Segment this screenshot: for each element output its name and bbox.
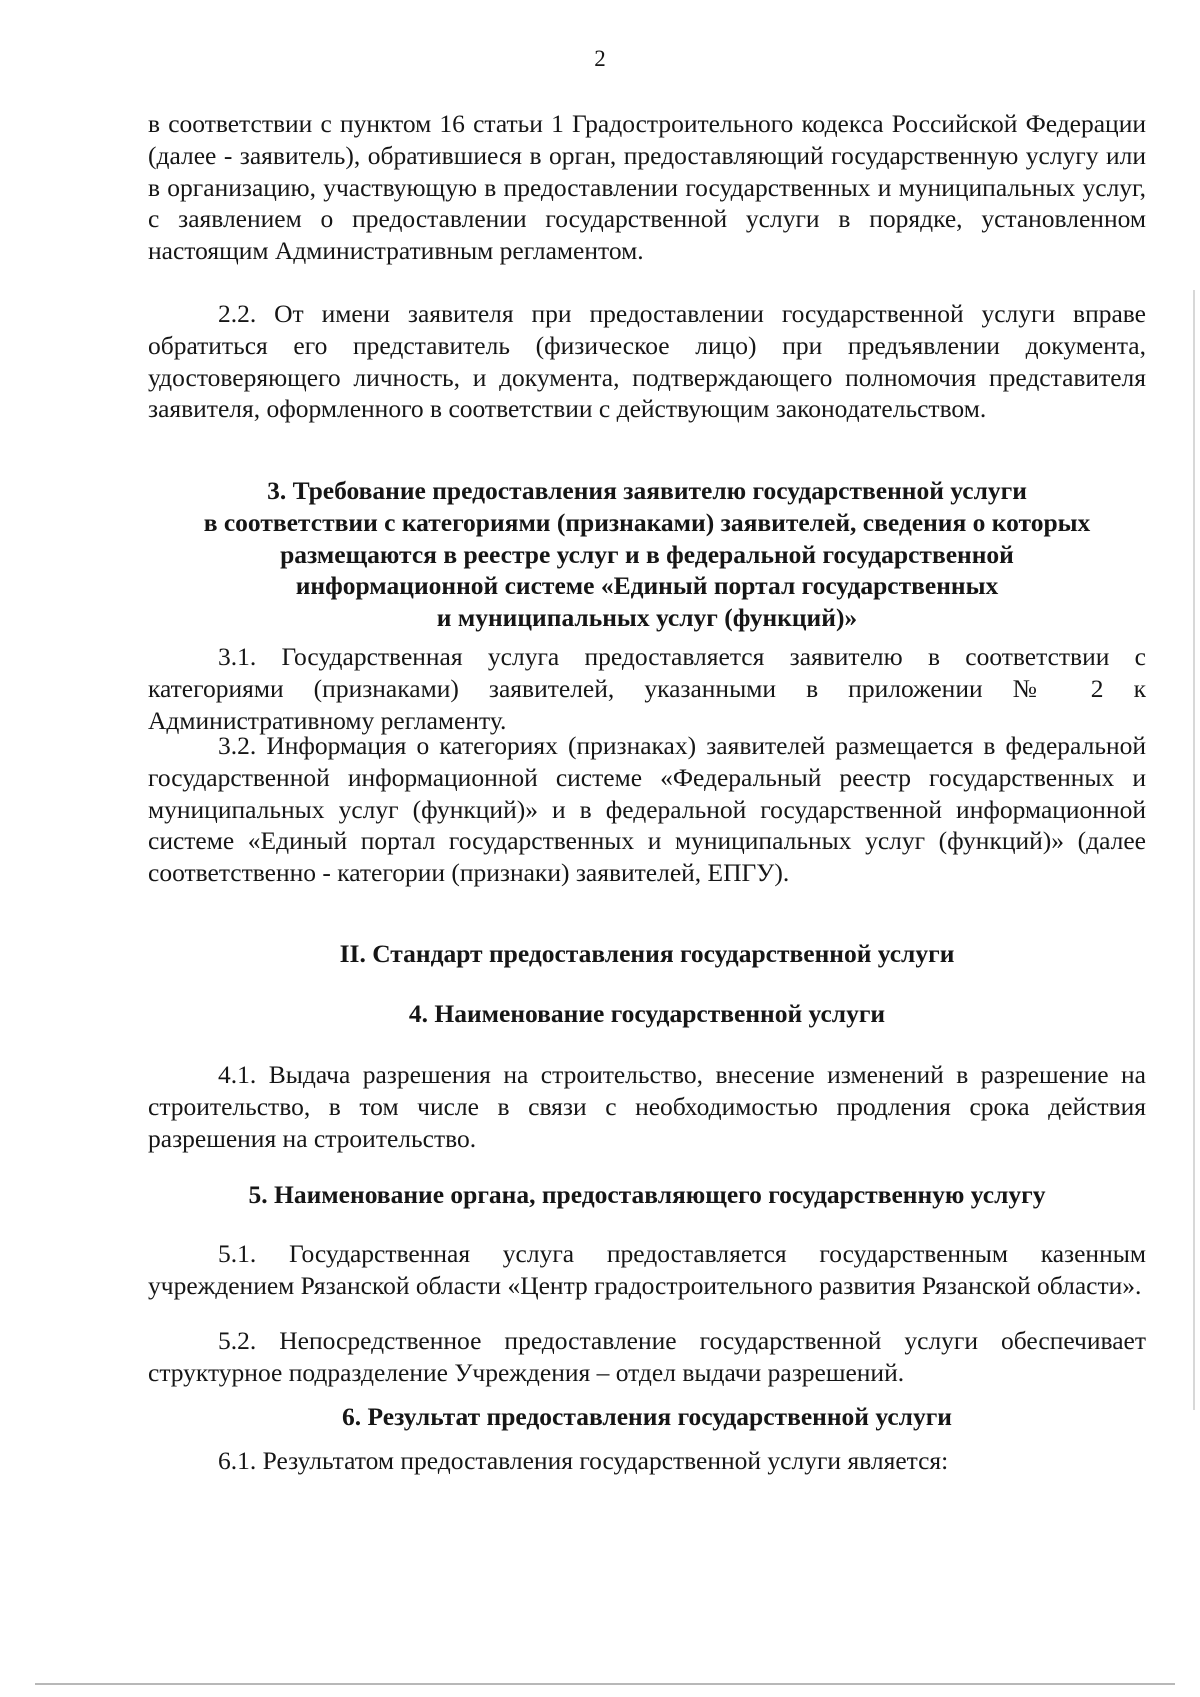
heading-section-3 — [148, 475, 1146, 634]
page-number: 2 — [594, 46, 606, 71]
heading-section-3-line-5: и муниципальных услуг (функций)» — [436, 603, 858, 633]
paragraph-2-2 — [148, 298, 1146, 425]
heading-section-5 — [148, 1179, 1146, 1211]
heading-section-3-line-2: в соответствии с категориями (признаками) заявителей, сведения о которых — [203, 507, 1091, 537]
heading-section-5-title: 5. Наименование органа, предоставляющего государственную услугу — [248, 1180, 1046, 1209]
paragraph-6-1 — [148, 1445, 1146, 1477]
paragraph-3-1-text: 3.1. Государственная услуга предоставляется заявителю в соответствии с категориями (признаками) заявителей, указанными в приложении № 2 к Административному регламенту. — [148, 642, 1146, 735]
paragraph-4-1-text: 4.1. Выдача разрешения на строительство, внесение изменений в разрешение на строительство, в том числе в связи с необходимостью продления срока действия разрешения на строительство. — [148, 1060, 1146, 1153]
paragraph-3-2 — [148, 730, 1146, 889]
heading-section-4-title: 4. Наименование государственной услуги — [408, 999, 886, 1028]
paragraph-3-2-text: 3.2. Информация о категориях (признаках) заявителей размещается в федеральной государственной информационной системе «Федеральный реестр государственных и муниципальных услуг (функций)» и в федеральной государственной информационной системе «Единый портал государственных и муниципальных услуг (функций)» (далее соответственно - категории (признаки) заявителей, ЕПГУ). — [148, 731, 1146, 888]
heading-section-6 — [148, 1401, 1146, 1433]
paragraph-5-2 — [148, 1325, 1146, 1389]
paragraph-5-1 — [148, 1238, 1146, 1302]
heading-section-3-title — [148, 475, 1146, 634]
paragraph-intro — [148, 108, 1146, 267]
heading-section-II-title: II. Стандарт предоставления государственной услуги — [339, 939, 955, 968]
paragraph-4-1 — [148, 1059, 1146, 1154]
paragraph-3-1 — [148, 641, 1146, 736]
paragraph-2-2-text: 2.2. От имени заявителя при предоставлении государственной услуги вправе обратиться его представитель (физическое лицо) при предъявлении документа, удостоверяющего личность, и документа, подтверждающего полномочия представителя заявителя, оформленного в соответствии с действующим законодательством. — [148, 299, 1146, 424]
heading-section-6-title: 6. Результат предоставления государственной услуги — [342, 1402, 952, 1431]
scan-bottom-rule — [35, 1683, 1175, 1685]
heading-section-3-line-1: 3. Требование предоставления заявителю государственной услуги — [267, 476, 1027, 505]
heading-section-3-line-4: информационной системе «Единый портал государственных — [295, 571, 999, 601]
heading-section-II — [148, 938, 1146, 970]
paragraph-intro-text: в соответствии с пунктом 16 статьи 1 Градостроительного кодекса Российской Федерации (далее - заявитель), обратившиеся в орган, предоставляющий государственную услугу или в организацию, участвующую в предоставлении государственных и муниципальных услуг, с заявлением о предоставлении государственной услуги в порядке, установленном настоящим Административным регламентом. — [148, 109, 1146, 266]
paragraph-6-1-text: 6.1. Результатом предоставления государственной услуги является: — [218, 1446, 949, 1475]
paragraph-5-1-text: 5.1. Государственная услуга предоставляется государственным казенным учреждением Рязанской области «Центр градостроительного развития Рязанской области». — [148, 1239, 1146, 1300]
scan-edge-line — [1193, 290, 1195, 1410]
heading-section-4 — [148, 998, 1146, 1030]
heading-section-3-line-3: размещаются в реестре услуг и в федеральной государственной — [280, 539, 1014, 569]
paragraph-5-2-text: 5.2. Непосредственное предоставление государственной услуги обеспечивает структурное подразделение Учреждения – отдел выдачи разрешений. — [148, 1326, 1146, 1387]
